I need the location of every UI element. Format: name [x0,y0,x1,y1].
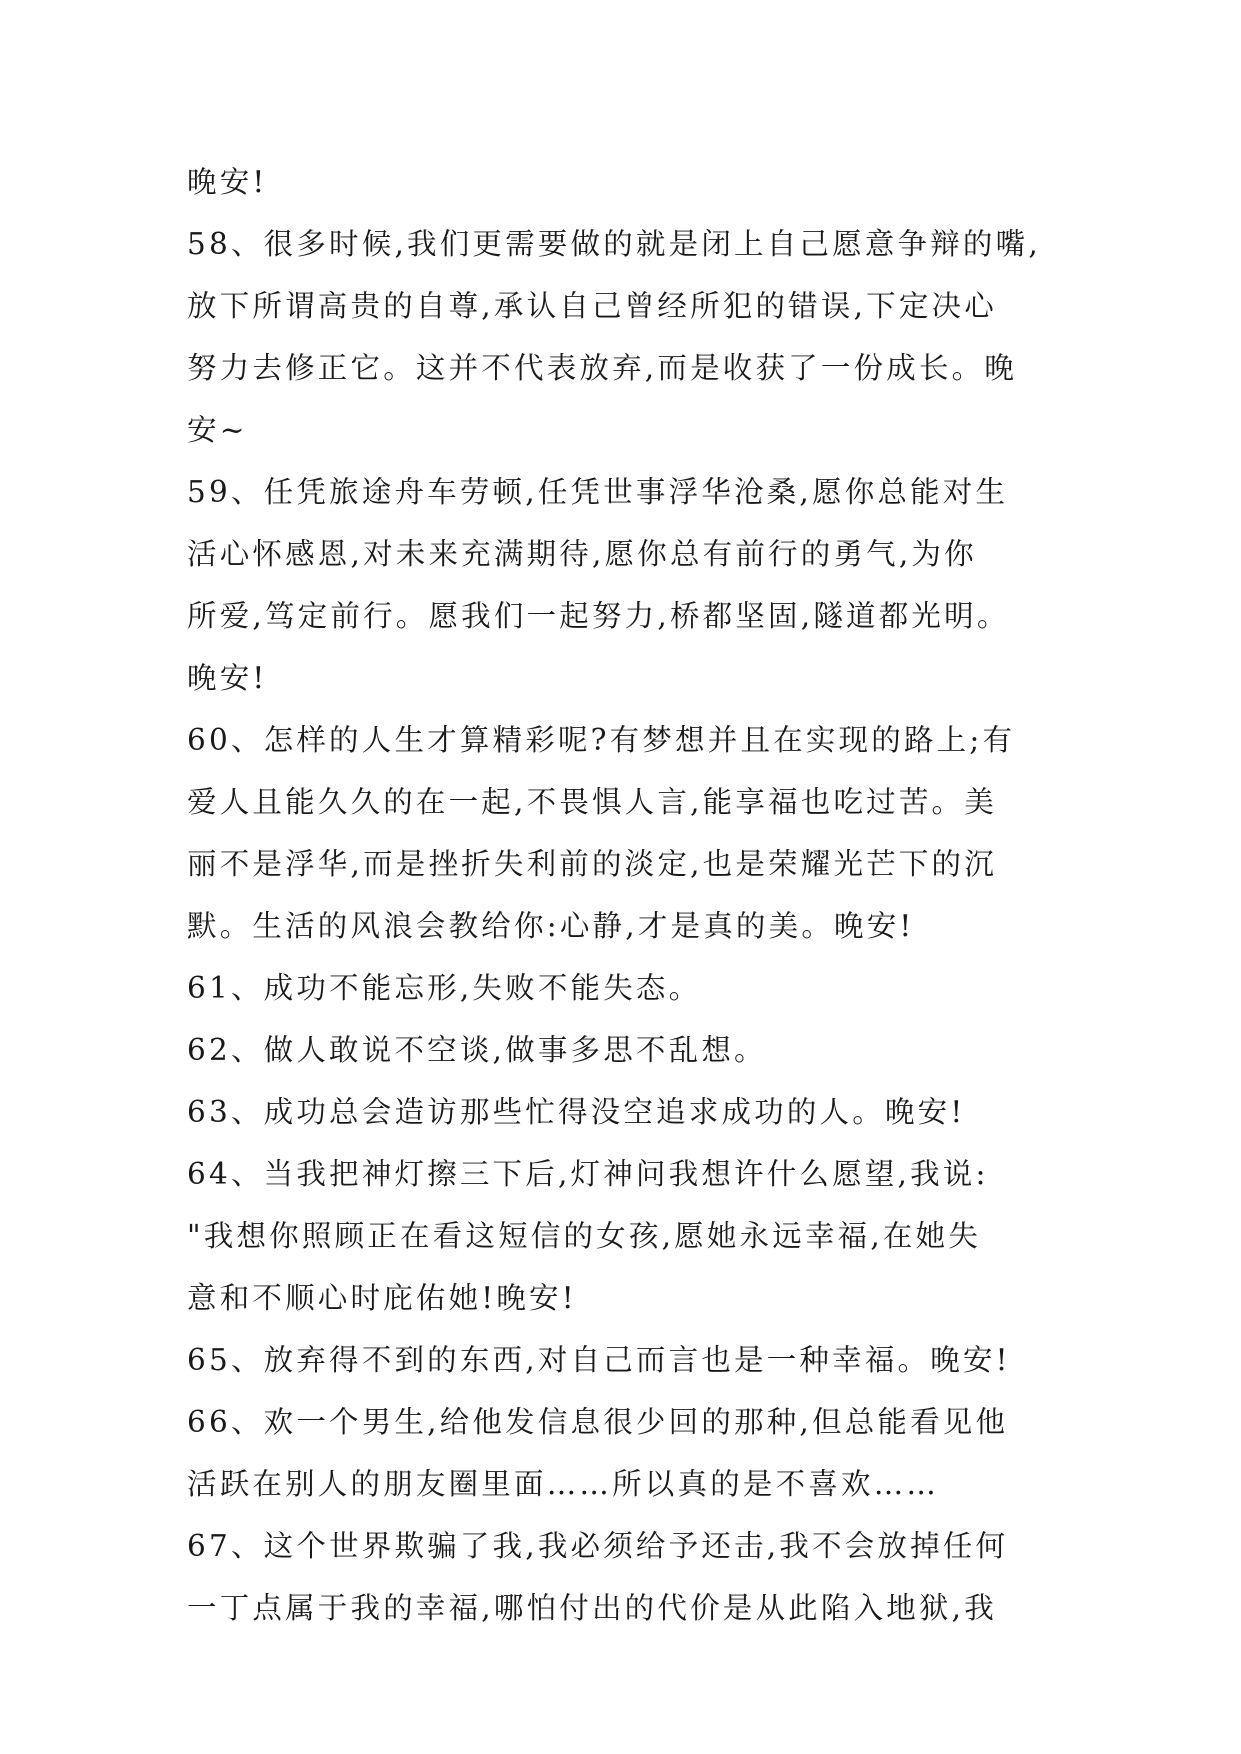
text-line: 62、做人敢说不空谈,做事多思不乱想。 [187,1033,767,1067]
text-line: 活心怀感恩,对未来充满期待,愿你总有前行的勇气,为你 [187,537,977,571]
text-line: 66、欢一个男生,给他发信息很少回的那种,但总能看见他 [187,1405,1009,1439]
text-line: 60、怎样的人生才算精彩呢?有梦想并且在实现的路上;有 [187,723,1016,757]
text-line: 丽不是浮华,而是挫折失利前的淡定,也是荣耀光芒下的沉 [187,847,997,881]
text-line: 晚安! [187,165,268,199]
text-line: 安~ [187,413,248,447]
text-line: 晚安! [187,661,268,695]
text-line: 放下所谓高贵的自尊,承认自己曾经所犯的错误,下定决心 [187,289,997,323]
text-line: 意和不顺心时庇佑她!晚安! [187,1281,577,1315]
text-line: 一丁点属于我的幸福,哪怕付出的代价是从此陷入地狱,我 [187,1591,997,1625]
text-line: 63、成功总会造访那些忙得没空追求成功的人。晚安! [187,1095,966,1129]
text-line: 爱人且能久久的在一起,不畏惧人言,能享福也吃过苦。美 [187,785,997,819]
text-line: 默。生活的风浪会教给你:心静,才是真的美。晚安! [187,909,915,943]
text-line: "我想你照顾正在看这短信的女孩,愿她永远幸福,在她失 [187,1219,982,1253]
text-line: 所爱,笃定前行。愿我们一起努力,桥都坚固,隧道都光明。 [187,599,1010,633]
text-line: 努力去修正它。这并不代表放弃,而是收获了一份成长。晚 [187,351,1018,385]
text-line: 59、任凭旅途舟车劳顿,任凭世事浮华沧桑,愿你总能对生 [187,475,1009,509]
text-line: 67、这个世界欺骗了我,我必须给予还击,我不会放掉任何 [187,1529,1009,1563]
text-line: 活跃在别人的朋友圈里面……所以真的是不喜欢…… [187,1467,940,1501]
text-line: 65、放弃得不到的东西,对自己而言也是一种幸福。晚安! [187,1343,1011,1377]
text-line: 61、成功不能忘形,失败不能失态。 [187,971,702,1005]
text-line: 64、当我把神灯擦三下后,灯神问我想许什么愿望,我说: [187,1157,989,1191]
text-line: 58、很多时候,我们更需要做的就是闭上自己愿意争辩的嘴, [187,227,1041,261]
document-body [187,151,1067,1639]
